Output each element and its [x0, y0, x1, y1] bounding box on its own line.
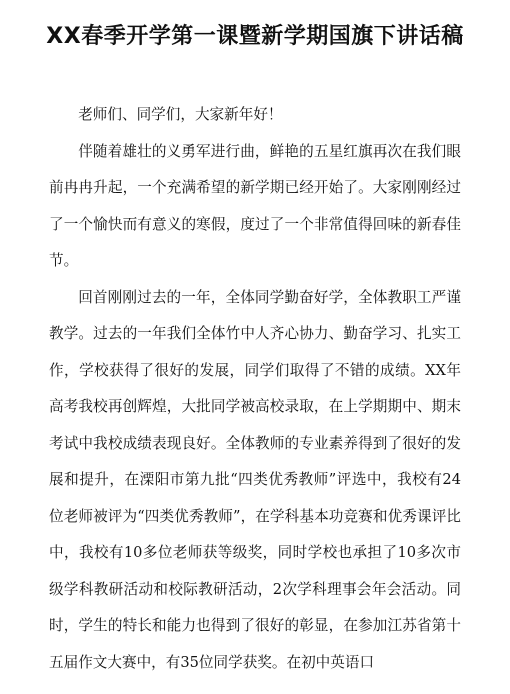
document-body	[49, 97, 461, 681]
greeting-paragraph: 老师们、同学们，大家新年好！	[78, 106, 283, 123]
body-paragraph: 回首刚刚过去的一年，全体同学勤奋好学，全体教职工严谨教学。过去的一年我们全体竹中人齐心协力、勤奋学习、扎实工作，学校获得了很好的发展，同学们取得了不错的成绩。XX年高考我校再创辉煌，大批同学被高校录取，在上学期期中、期末考试中我校成绩表现良好。全体教师的专业素养得到了很好的发展和提升，在溧阳市第九批“四类优秀教师”评选中，我校有24位老师被评为“四类优秀教师”，在学科基本功竞赛和优秀课评比中，我校有10多位老师获等级奖，同时学校也承担了10多次市级学科教研活动和校际教研活动，2次学科理事会年会活动。同时，学生的特长和能力也得到了很好的彰显，在参加江苏省第十五届作文大赛中，有35位同学获奖。在初中英语口	[49, 288, 461, 671]
document-title: XX春季开学第一课暨新学期国旗下讲话稿	[46, 24, 464, 49]
body-paragraph: 伴随着雄壮的义勇军进行曲，鲜艳的五星红旗再次在我们眼前冉冉升起，一个充满希望的新学期已经开始了。大家刚刚经过了一个愉快而有意义的寒假，度过了一个非常值得回味的新春佳节。	[49, 142, 461, 269]
